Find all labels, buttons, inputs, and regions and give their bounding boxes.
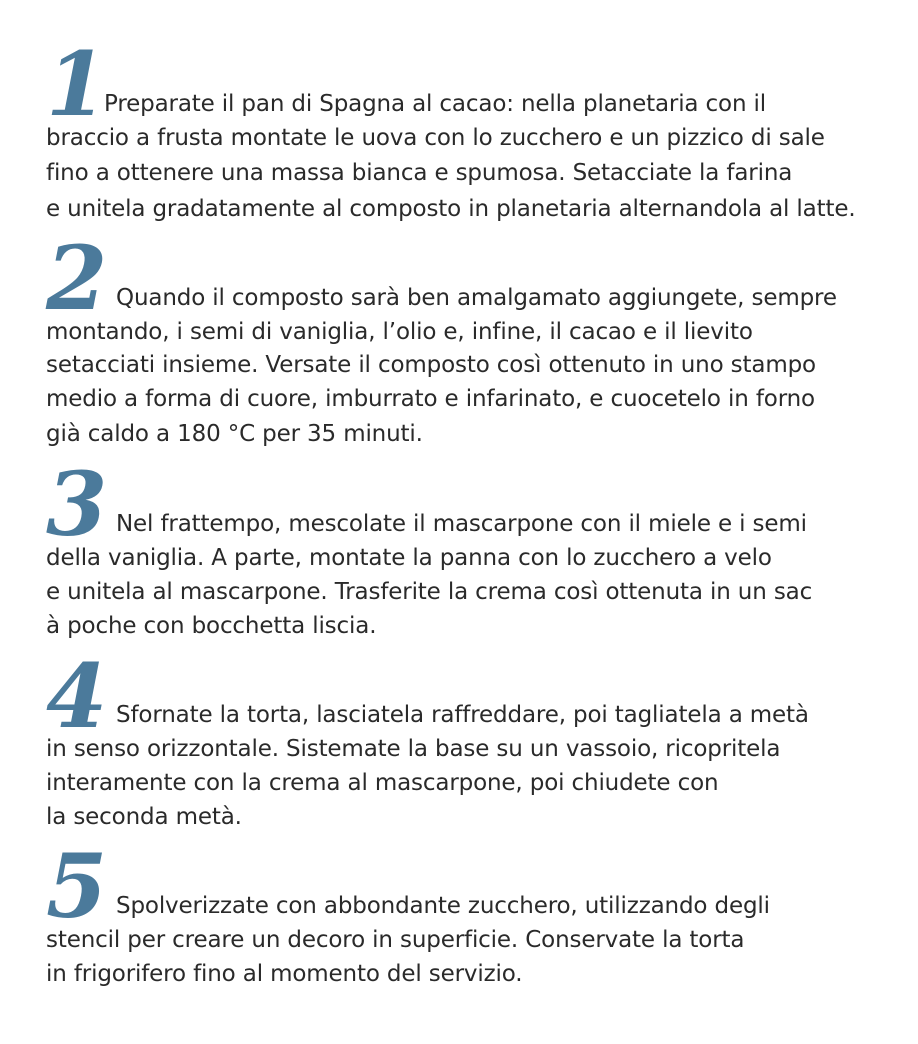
step-text-line: montando, i semi di vaniglia, l’olio e, infine, il cacao e il lievito [46,319,753,345]
step-text-line: braccio a frusta montate le uova con lo zucchero e un pizzico di sale [46,125,825,151]
step-text-line: medio a forma di cuore, imburrato e infarinato, e cuocetelo in forno [46,386,815,412]
step-text-line: già caldo a 180 °C per 35 minuti. [46,421,423,447]
step-text-line: interamente con la crema al mascarpone, poi chiudete con [46,770,719,796]
step-text-line: della vaniglia. A parte, montate la panna con lo zucchero a velo [46,545,772,571]
step-text-line: Quando il composto sarà ben amalgamato aggiungete, sempre [116,285,837,311]
step-text-line: in frigorifero fino al momento del servizio. [46,961,523,987]
step-text-line: Preparate il pan di Spagna al cacao: nella planetaria con il [104,91,767,117]
step-number: 2 [46,226,108,330]
step-text-line: à poche con bocchetta liscia. [46,613,377,639]
step-text-line: Spolverizzate con abbondante zucchero, utilizzando degli [116,893,770,919]
step-number: 3 [46,452,108,556]
step-text-line: Sfornate la torta, lasciatela raffreddare, poi tagliatela a metà [116,702,809,728]
step-text-line: setacciati insieme. Versate il composto così ottenuto in uno stampo [46,352,816,378]
step-text-line: in senso orizzontale. Sistemate la base su un vassoio, ricopritela [46,736,781,762]
step-text-line: e unitela gradatamente al composto in planetaria alternandola al latte. [46,196,856,222]
step-number: 5 [46,834,108,938]
step-text-line: la seconda metà. [46,804,242,830]
step-text-line: e unitela al mascarpone. Trasferite la crema così ottenuta in un sac [46,579,813,605]
step-text-line: Nel frattempo, mescolate il mascarpone con il miele e i semi [116,511,807,537]
step-number: 4 [46,644,108,748]
step-text-line: fino a ottenere una massa bianca e spumosa. Setacciate la farina [46,160,793,186]
step-number: 1 [46,32,108,136]
step-text-line: stencil per creare un decoro in superficie. Conservate la torta [46,927,745,953]
